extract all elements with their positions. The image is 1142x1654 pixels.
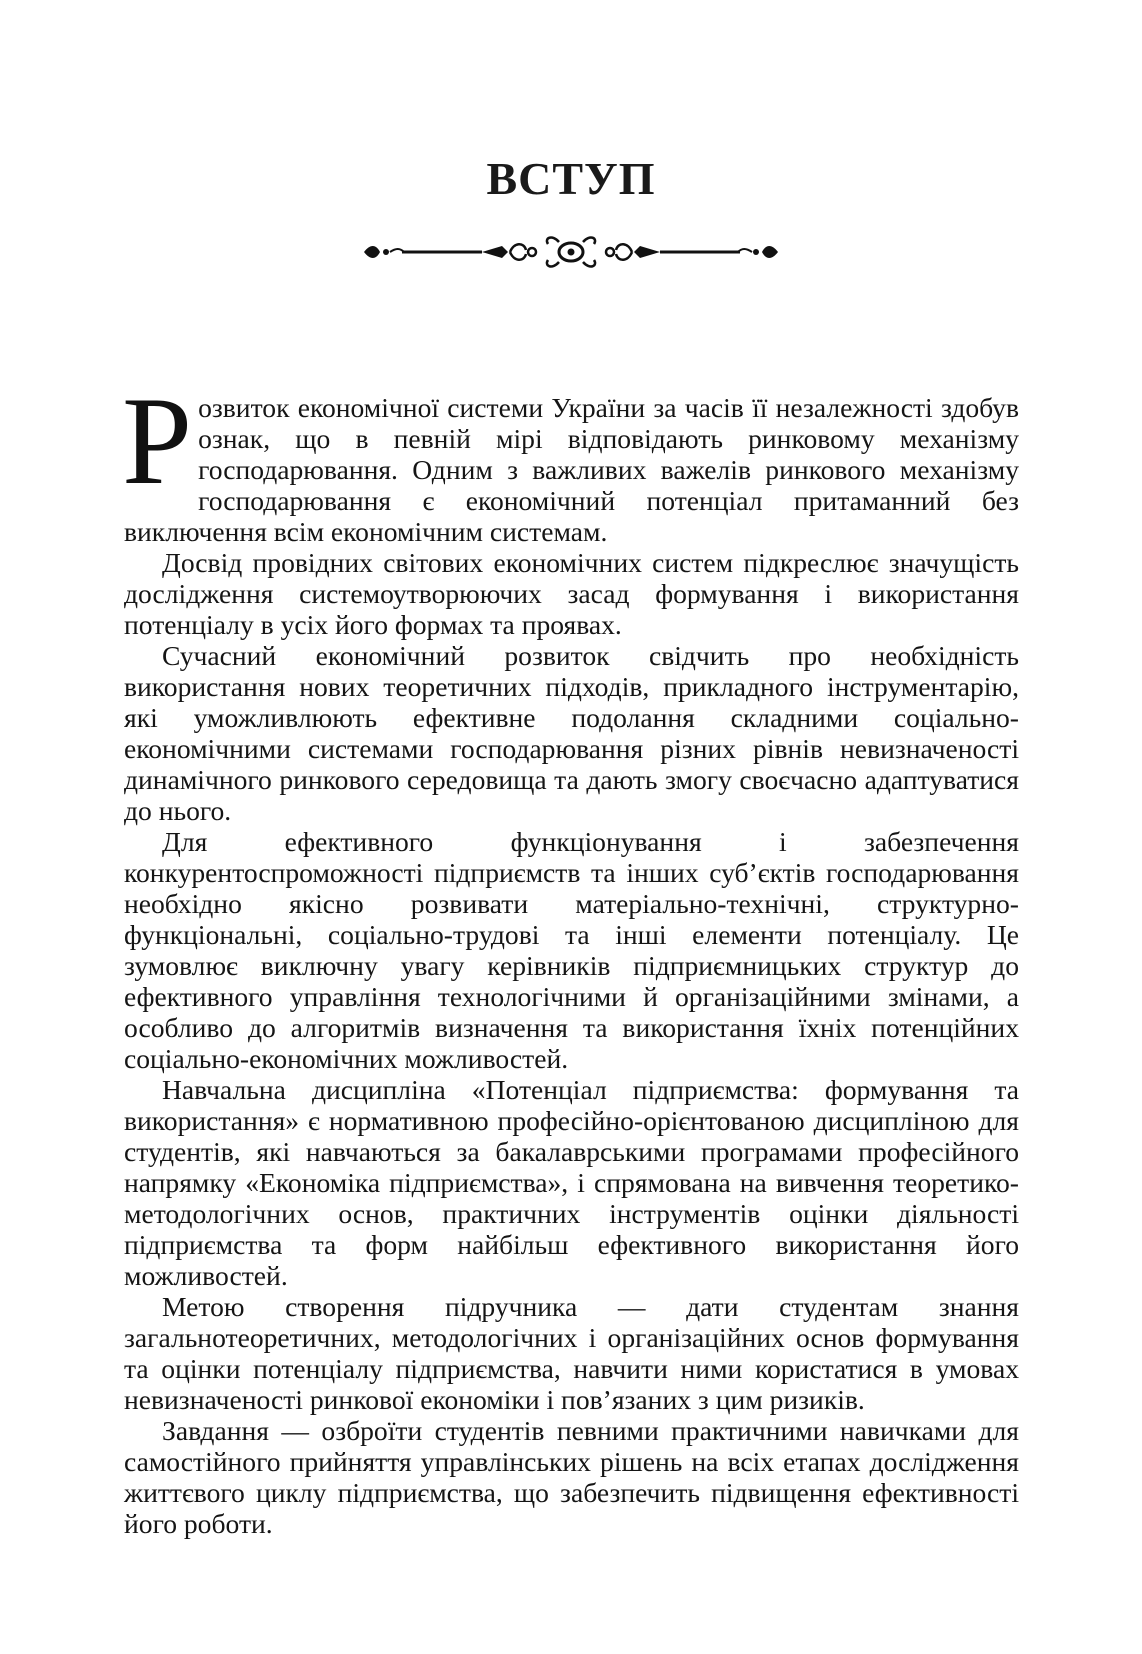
drop-cap-letter: Р (122, 372, 193, 511)
decorative-divider-ornament-icon (362, 234, 780, 270)
paragraph-5: Навчальна дисципліна «Потенціал підприємства: формування та використання» є нормативною професійно-орієнтованою дисципліною для студентів, які навчаються за бакалаврськими програмами професійного напрямку «Економіка підприємства», і спрямована на вивчення теоретико-методологічних основ, практичних інструментів оцінки діяльності підприємства та форм найбільш ефективного використання його можливостей. (124, 1074, 1019, 1291)
paragraph-7: Завдання — озброїти студентів певними практичними навичками для самостійного прийняття управлінських рішень на всіх етапах дослідження життєвого циклу підприємства, що забезпечить підвищення ефективності його роботи. (124, 1415, 1019, 1539)
introduction-text (122, 372, 1019, 1539)
paragraph-3: Сучасний економічний розвиток свідчить про необхідність використання нових теоретичних підходів, прикладного інструментарію, які уможливлюють ефективне подолання складними соціально-економічними системами господарювання різних рівнів невизначеності динамічного ринкового середовища та дають змогу своєчасно адаптуватися до нього. (124, 640, 1019, 826)
paragraph-6: Метою створення підручника — дати студентам знання загальнотеоретичних, методологічних і організаційних основ формування та оцінки потенціалу підприємства, навчити ними користатися в умовах невизначеності ринкової економіки і пов’язаних з цим ризиків. (124, 1291, 1019, 1415)
chapter-heading: ВСТУП (486, 153, 656, 204)
paragraph-4: Для ефективного функціонування і забезпечення конкурентоспроможності підприємств та інших суб’єктів господарювання необхідно якісно розвивати матеріально-технічні, структурно-функціональні, соціально-трудові та інші елементи потенціалу. Це зумовлює виключну увагу керівників підприємницьких структур до ефективного управління технологічними й організаційними змінами, а особливо до алгоритмів визначення та використання їхніх потенційних соціально-економічних можливостей. (124, 826, 1019, 1074)
paragraph-1-text: озвиток економічної системи України за часів її незалежності здобув ознак, що в певній мірі відповідають ринковому механізму господарювання. Одним з важливих важелів ринкового механізму господарювання є економічний потенціал притаманний без виключення всім економічним системам. (124, 392, 1019, 547)
paragraph-2: Досвід провідних світових економічних систем підкреслює значущість дослідження системоутворюючих засад формування і використання потенціалу в усіх його формах та проявах. (124, 547, 1019, 640)
paragraph-1 (122, 372, 1019, 547)
